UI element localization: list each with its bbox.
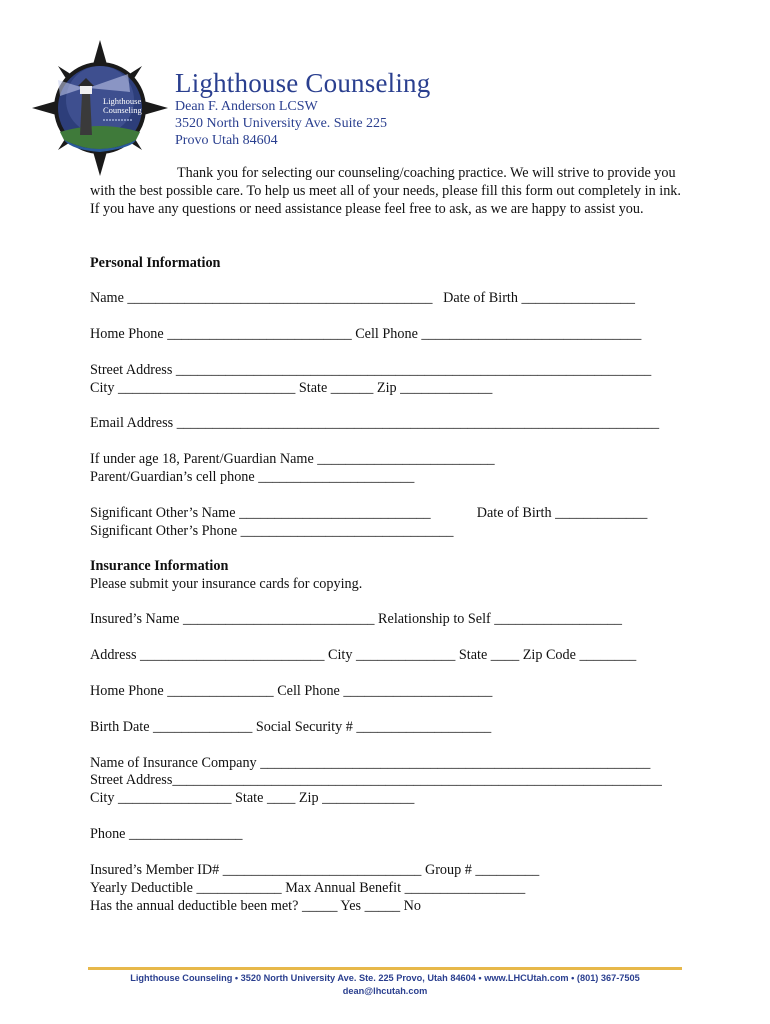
insurance-note: Please submit your insurance cards for copying. xyxy=(90,576,363,592)
insured-phone-field[interactable]: Home Phone _______________ Cell Phone _____________________ xyxy=(90,683,493,699)
significant-other-phone-field[interactable]: Significant Other’s Phone ______________________________ xyxy=(90,523,454,539)
logo-text-line2: Counseling xyxy=(103,105,142,115)
city-state-zip-field[interactable]: City _________________________ State ______ Zip _____________ xyxy=(90,380,493,396)
footer-rule xyxy=(88,967,682,970)
birth-date-ssn-field[interactable]: Birth Date ______________ Social Security # ___________________ xyxy=(90,719,492,735)
email-address-field[interactable]: Email Address ____________________________________________________________________ xyxy=(90,415,660,431)
member-id-group-field[interactable]: Insured’s Member ID# ____________________________ Group # _________ xyxy=(90,862,540,878)
footer-contact-line: Lighthouse Counseling • 3520 North University Ave. Ste. 225 Provo, Utah 84604 • www.LHCUtah.com • (801) 367-7505 xyxy=(130,973,640,983)
letterhead xyxy=(175,68,430,149)
guardian-phone-field[interactable]: Parent/Guardian’s cell phone ______________________ xyxy=(90,469,415,485)
lighthouse-compass-logo xyxy=(32,40,168,176)
street-address-field[interactable]: Street Address ___________________________________________________________________ xyxy=(90,362,652,378)
insurance-info-heading: Insurance Information xyxy=(90,558,229,574)
insurance-street-field[interactable]: Street Address_____________________________________________________________________ xyxy=(90,772,662,788)
deductible-met-field[interactable]: Has the annual deductible been met? _____ Yes _____ No xyxy=(90,898,421,914)
home-cell-phone-field[interactable]: Home Phone __________________________ Cell Phone _______________________________ xyxy=(90,326,642,342)
intro-text: Thank you for selecting our counseling/coaching practice. We will strive to provide you with the best possible care. To help us meet all of your needs, please fill this form out completely in ink. If you have any questions or need assistance please feel free to ask, as we are happy to assist you. xyxy=(90,165,681,217)
address-line-2: Provo Utah 84604 xyxy=(175,133,278,148)
intro-paragraph xyxy=(90,164,690,218)
personal-info-heading: Personal Information xyxy=(90,255,221,271)
address-line-1: 3520 North University Ave. Suite 225 xyxy=(175,116,388,131)
deductible-benefit-field[interactable]: Yearly Deductible ____________ Max Annual Benefit _________________ xyxy=(90,880,526,896)
guardian-name-field[interactable]: If under age 18, Parent/Guardian Name _________________________ xyxy=(90,451,495,467)
insured-address-field[interactable]: Address __________________________ City ______________ State ____ Zip Code ________ xyxy=(90,647,637,663)
insurance-company-field[interactable]: Name of Insurance Company _______________________________________________________ xyxy=(90,755,651,771)
counselor-name: Dean F. Anderson LCSW xyxy=(175,99,318,114)
insurance-city-state-zip-field[interactable]: City ________________ State ____ Zip _____________ xyxy=(90,790,415,806)
footer-email: dean@lhcutah.com xyxy=(342,986,428,996)
insurance-phone-field[interactable]: Phone ________________ xyxy=(90,826,243,842)
name-dob-field[interactable]: Name ___________________________________________ Date of Birth ________________ xyxy=(90,290,635,306)
significant-other-name-field[interactable]: Significant Other’s Name ___________________________ Date of Birth _____________ xyxy=(90,505,648,521)
logo-text-line1: Lighthouse xyxy=(103,96,142,106)
lighthouse-tower xyxy=(80,94,92,135)
org-name: Lighthouse Counseling xyxy=(175,68,431,98)
insured-name-field[interactable]: Insured’s Name ___________________________ Relationship to Self __________________ xyxy=(90,611,622,627)
